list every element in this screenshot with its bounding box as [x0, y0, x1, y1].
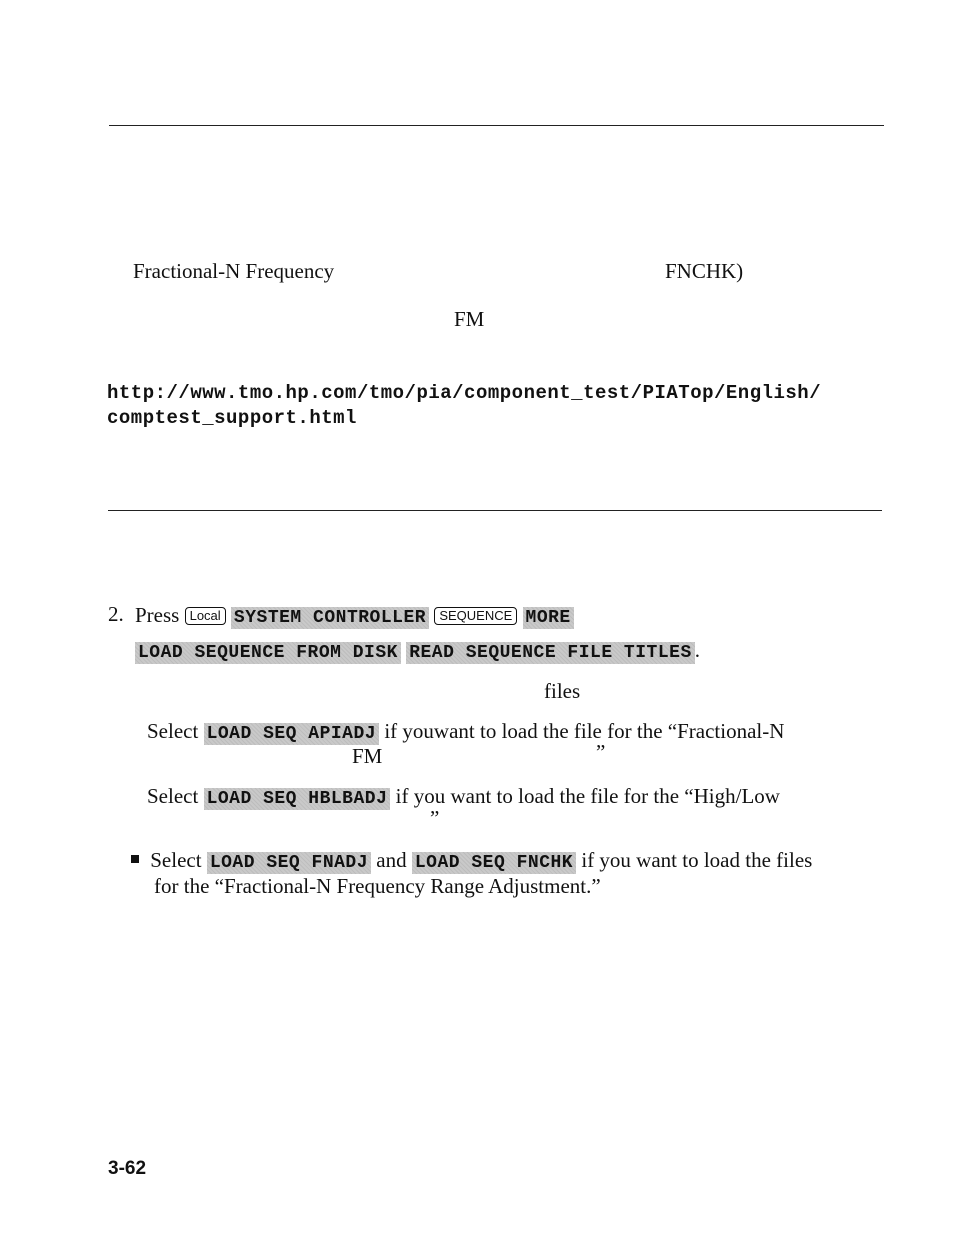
read-sequence-file-titles-softkey[interactable]: READ SEQUENCE FILE TITLES [406, 642, 695, 664]
apiadj-text: if youwant to load the file for the “Fractional-N [384, 719, 785, 743]
local-key[interactable]: Local [185, 607, 226, 625]
fm-fragment: FM [454, 307, 485, 331]
step-2-line-2 [135, 638, 700, 664]
support-url-line-2[interactable]: comptest_support.html [107, 407, 357, 429]
load-seq-fnadj-softkey[interactable]: LOAD SEQ FNADJ [207, 852, 371, 874]
option-apiadj [147, 719, 784, 745]
apiadj-fm-fragment: FM [352, 744, 383, 768]
load-seq-hblbadj-softkey[interactable]: LOAD SEQ HBLBADJ [204, 788, 391, 810]
select-word: Select [150, 848, 202, 872]
option-hblbadj [147, 784, 780, 810]
select-word: Select [147, 784, 199, 808]
middle-rule [108, 510, 882, 511]
period: . [694, 638, 700, 662]
step-2-number: 2. [108, 602, 124, 626]
load-seq-fnchk-softkey[interactable]: LOAD SEQ FNCHK [412, 852, 576, 874]
and-word: and [376, 848, 407, 872]
select-word: Select [147, 719, 199, 743]
fnadj-continuation: for the “Fractional-N Frequency Range Adjustment.” [154, 874, 601, 898]
fnadj-text: if you want to load the files [581, 848, 813, 872]
support-url-line-1[interactable]: http://www.tmo.hp.com/tmo/pia/component_test/PIATop/English/ [107, 382, 822, 404]
fnchk-fragment: FNCHK) [665, 259, 744, 283]
more-softkey[interactable]: MORE [523, 607, 574, 629]
press-word: Press [135, 603, 180, 627]
load-seq-apiadj-softkey[interactable]: LOAD SEQ APIADJ [204, 723, 380, 745]
option-fnadj [131, 848, 812, 874]
hblbadj-close-quote: ” [430, 806, 440, 830]
fractional-n-fragment: Fractional-N Frequency [133, 259, 335, 283]
top-rule [109, 125, 884, 126]
page-number: 3-62 [108, 1158, 147, 1179]
load-sequence-from-disk-softkey[interactable]: LOAD SEQUENCE FROM DISK [135, 642, 401, 664]
bullet-icon [131, 855, 139, 863]
files-fragment: files [544, 679, 581, 703]
apiadj-close-quote: ” [596, 740, 606, 764]
step-2-line-1 [135, 603, 574, 629]
hblbadj-text: if you want to load the file for the “High/Low [395, 784, 780, 808]
sequence-key[interactable]: SEQUENCE [434, 607, 517, 625]
system-controller-softkey[interactable]: SYSTEM CONTROLLER [231, 607, 429, 629]
